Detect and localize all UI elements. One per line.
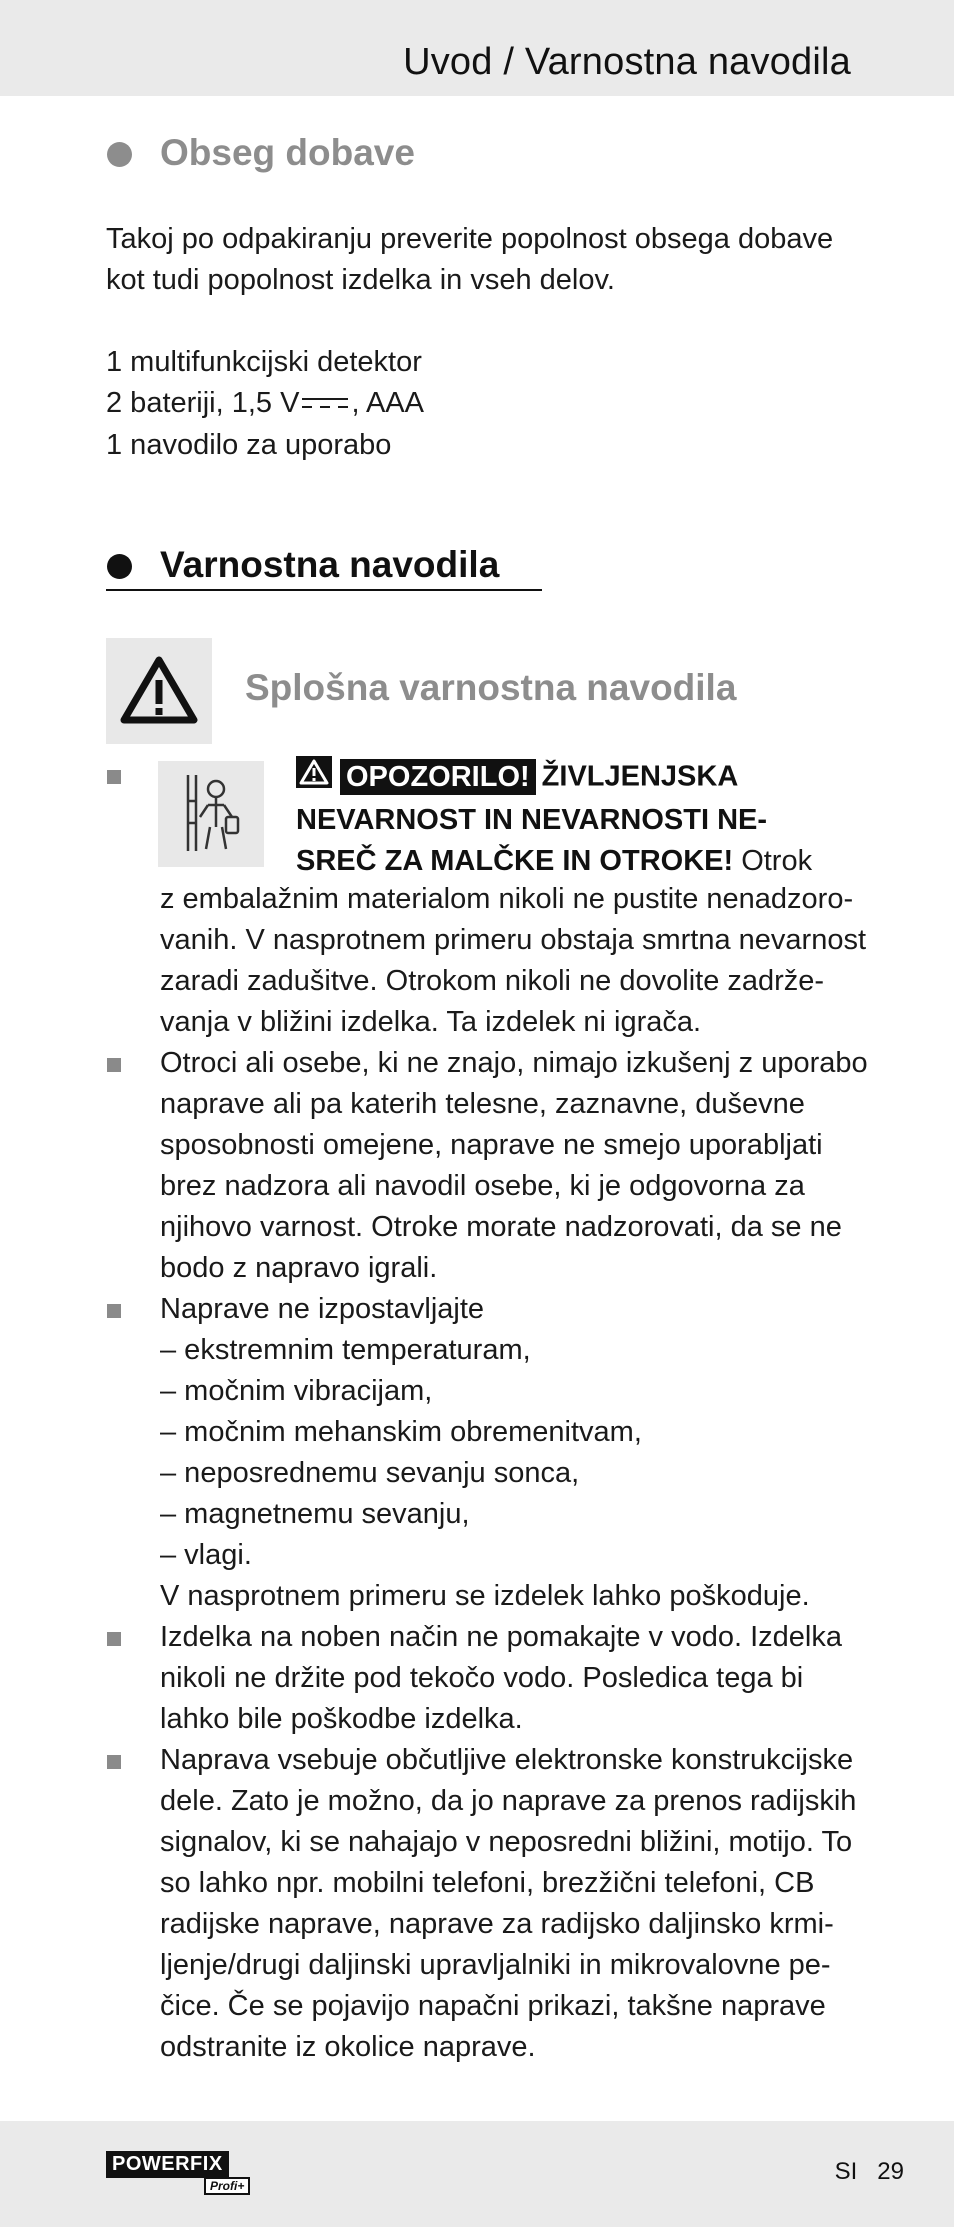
page-header-title: Uvod / Varnostna navodila [403, 41, 851, 83]
scope-intro-line: kot tudi popolnost izdelka in vseh delov. [106, 264, 615, 296]
scope-intro-line: Takoj po odpakiranju preverite popolnost obsega dobave [106, 223, 834, 255]
dash-item: – ekstremnim temperaturam, [160, 1334, 531, 1366]
warning-line-1 [296, 756, 812, 800]
dash-item: – magnetnemu sevanju, [160, 1498, 470, 1530]
warning-head-line: NEVARNOST IN NEVARNOSTI NE- [296, 804, 768, 836]
body-line: Naprave ne izpostavljajte [160, 1293, 485, 1325]
body-line: bodo z napravo igrali. [160, 1252, 438, 1284]
body-line: njihovo varnost. Otroke morate nadzorovati, da se ne [160, 1211, 842, 1243]
scope-list [106, 342, 424, 466]
safety-item-2 [160, 1043, 868, 1289]
body-line: so lahko npr. mobilni telefoni, brezžični telefoni, CB [160, 1867, 815, 1899]
safety-item-5 [160, 1740, 856, 2068]
logo-brand: POWERFIX [106, 2151, 229, 2178]
safety-heading: Varnostna navodila [160, 544, 500, 585]
scope-item-battery: 2 bateriji, 1,5 V [106, 387, 300, 419]
section-bullet [107, 554, 132, 579]
list-bullet [107, 1304, 121, 1318]
warning-body [160, 879, 866, 1043]
small-warning-icon [296, 756, 332, 800]
body-line: sposobnosti omejene, naprave ne smejo uporabljati [160, 1129, 823, 1161]
scope-heading: Obseg dobave [160, 132, 415, 173]
body-line: lahko bile poškodbe izdelka. [160, 1703, 523, 1735]
body-line: dele. Zato je možno, da jo naprave za prenos radijskih [160, 1785, 857, 1817]
dash-item: – neposrednemu sevanju sonca, [160, 1457, 580, 1489]
general-safety-heading: Splošna varnostna navodila [245, 667, 737, 708]
dash-item: – vlagi. [160, 1539, 252, 1571]
list-bullet [107, 1632, 121, 1646]
dc-symbol-icon [300, 384, 350, 425]
body-line: ljenje/drugi daljinski upravljalniki in mikrovalovne pe- [160, 1949, 831, 1981]
list-bullet [107, 1058, 121, 1072]
warning-after: Otrok [733, 845, 813, 877]
section-bullet [107, 142, 132, 167]
scope-item: 1 navodilo za uporabo [106, 428, 392, 461]
body-line: radijske naprave, naprave za radijsko daljinsko krmi- [160, 1908, 834, 1940]
body-line: V nasprotnem primeru se izdelek lahko poškoduje. [160, 1580, 810, 1612]
logo-brand-sub: Profi+ [204, 2177, 250, 2195]
safety-item-4 [160, 1617, 842, 1740]
dash-item: – močnim vibracijam, [160, 1375, 433, 1407]
list-bullet [107, 770, 121, 784]
safety-item-3 [160, 1289, 810, 1617]
scope-item [106, 383, 424, 425]
warning-triangle-icon [106, 638, 212, 744]
body-line: vanih. V nasprotnem primeru obstaja smrtna nevarnost [160, 924, 867, 956]
body-line: Izdelka na noben način ne pomakajte v vodo. Izdelka [160, 1621, 842, 1653]
child-hazard-icon [158, 761, 264, 867]
warning-line-3 [296, 841, 812, 882]
warning-block-head [296, 756, 812, 882]
scope-item: 1 multifunkcijski detektor [106, 346, 422, 378]
safety-heading-underline [106, 589, 542, 591]
dash-item: – močnim mehanskim obremenitvam, [160, 1416, 642, 1448]
body-line: zaradi zadušitve. Otrokom nikoli ne dovolite zadrže- [160, 965, 825, 997]
scope-intro [106, 219, 833, 301]
powerfix-logo [106, 2151, 245, 2193]
body-line: z embalažnim materialom nikoli ne pustite nenadzoro- [160, 883, 854, 915]
language-code: SI [834, 2158, 858, 2185]
page-indicator [835, 2158, 904, 2186]
body-line: odstranite iz okolice naprave. [160, 2031, 536, 2063]
warning-label: OPOZORILO! [340, 759, 536, 795]
warning-head-line: ŽIVLJENJSKA [541, 760, 739, 793]
body-line: brez nadzora ali navodil osebe, ki je odgovorna za [160, 1170, 805, 1202]
body-line: Naprava vsebuje občutljive elektronske konstrukcijske [160, 1744, 854, 1776]
warning-head-line: SREČ ZA MALČKE IN OTROKE! [296, 845, 734, 877]
list-bullet [107, 1755, 121, 1769]
scope-item-battery-type: , AAA [351, 387, 424, 419]
body-line: vanja v bližini izdelka. Ta izdelek ni igrača. [160, 1006, 702, 1038]
body-line: signalov, ki se nahajajo v neposredni bližini, motijo. To [160, 1826, 853, 1858]
page-number: 29 [877, 2158, 904, 2185]
body-line: naprave ali pa katerih telesne, zaznavne, duševne [160, 1088, 805, 1120]
body-line: Otroci ali osebe, ki ne znajo, nimajo izkušenj z uporabo [160, 1047, 868, 1079]
body-line: nikoli ne držite pod tekočo vodo. Posledica tega bi [160, 1662, 804, 1694]
body-line: čice. Če se pojavijo napačni prikazi, takšne naprave [160, 1990, 826, 2022]
